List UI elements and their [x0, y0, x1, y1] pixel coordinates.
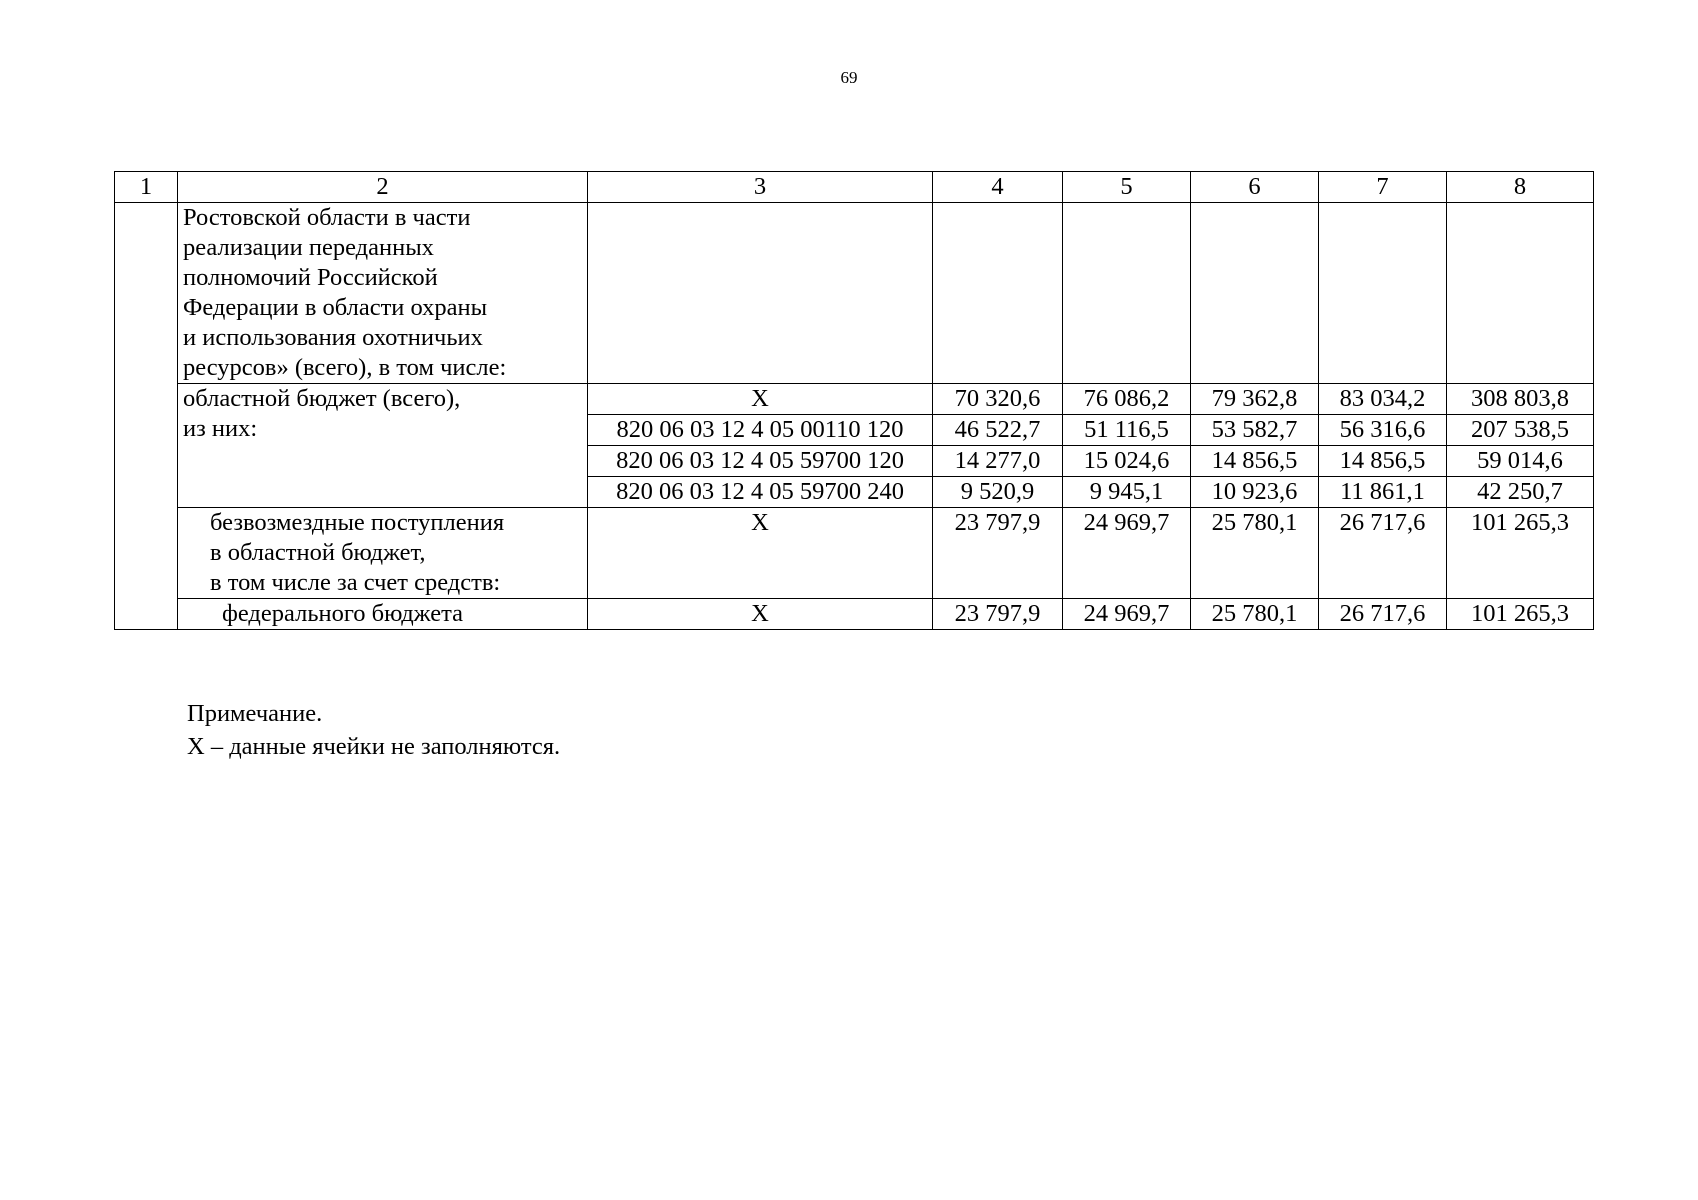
note-title: Примечание.	[187, 700, 323, 727]
empty-cell	[1319, 203, 1447, 384]
amount-cell: 25 780,1	[1191, 508, 1319, 599]
column-number: 2	[178, 172, 588, 203]
amount-cell: 14 277,0	[933, 446, 1063, 477]
amount-cell: 26 717,6	[1319, 599, 1447, 630]
empty-cell	[588, 203, 933, 384]
description-line: безвозмездные поступления	[210, 509, 505, 536]
amount-cell: 101 265,3	[1447, 599, 1594, 630]
description-line: в областной бюджет,	[210, 539, 426, 566]
intro-row	[115, 203, 1594, 384]
description-line: полномочий Российской	[183, 264, 438, 291]
column-number: 3	[588, 172, 933, 203]
amount-cell: 26 717,6	[1319, 508, 1447, 599]
column-number: 5	[1063, 172, 1191, 203]
column-number-row	[115, 172, 1594, 203]
federal-budget-description: федерального бюджета	[178, 599, 588, 630]
description-line: реализации переданных	[183, 234, 434, 261]
note	[187, 697, 560, 763]
amount-cell: 308 803,8	[1447, 384, 1594, 415]
empty-cell	[1191, 203, 1319, 384]
empty-cell	[933, 203, 1063, 384]
column-number: 4	[933, 172, 1063, 203]
not-filled-mark: Х	[588, 599, 933, 630]
column-number: 6	[1191, 172, 1319, 203]
amount-cell: 83 034,2	[1319, 384, 1447, 415]
empty-cell	[1063, 203, 1191, 384]
amount-cell: 9 520,9	[933, 477, 1063, 508]
regional-budget-row	[115, 384, 1594, 415]
gratuitous-receipts-row	[115, 508, 1594, 599]
amount-cell: 42 250,7	[1447, 477, 1594, 508]
gratuitous-receipts-description	[178, 508, 588, 599]
description-line: Ростовской области в части	[183, 204, 471, 231]
description-line: ресурсов» (всего), в том числе:	[183, 354, 507, 381]
description-line: в том числе за счет средств:	[210, 569, 501, 596]
description-line: Федерации в области охраны	[183, 294, 488, 321]
amount-cell: 11 861,1	[1319, 477, 1447, 508]
description-line: областной бюджет (всего),	[183, 385, 461, 412]
empty-cell	[1447, 203, 1594, 384]
amount-cell: 207 538,5	[1447, 415, 1594, 446]
amount-cell: 59 014,6	[1447, 446, 1594, 477]
page-number: 69	[840, 68, 858, 87]
column-number: 1	[115, 172, 178, 203]
budget-code: 820 06 03 12 4 05 59700 120	[588, 446, 933, 477]
budget-table	[114, 171, 1594, 630]
not-filled-mark: Х	[588, 384, 933, 415]
column-number: 8	[1447, 172, 1594, 203]
amount-cell: 24 969,7	[1063, 508, 1191, 599]
amount-cell: 25 780,1	[1191, 599, 1319, 630]
amount-cell: 14 856,5	[1191, 446, 1319, 477]
amount-cell: 14 856,5	[1319, 446, 1447, 477]
intro-description	[178, 203, 588, 384]
amount-cell: 10 923,6	[1191, 477, 1319, 508]
federal-budget-row	[115, 599, 1594, 630]
column-number: 7	[1319, 172, 1447, 203]
amount-cell: 23 797,9	[933, 599, 1063, 630]
amount-cell: 76 086,2	[1063, 384, 1191, 415]
row-number-cell	[115, 203, 178, 630]
note-text: Х – данные ячейки не заполняются.	[187, 733, 561, 760]
description-line: и использования охотничьих	[183, 324, 483, 351]
regional-budget-description	[178, 384, 588, 508]
amount-cell: 56 316,6	[1319, 415, 1447, 446]
description-line: из них:	[183, 415, 258, 442]
amount-cell: 101 265,3	[1447, 508, 1594, 599]
amount-cell: 70 320,6	[933, 384, 1063, 415]
not-filled-mark: Х	[588, 508, 933, 599]
amount-cell: 79 362,8	[1191, 384, 1319, 415]
budget-code: 820 06 03 12 4 05 00110 120	[588, 415, 933, 446]
budget-code: 820 06 03 12 4 05 59700 240	[588, 477, 933, 508]
amount-cell: 9 945,1	[1063, 477, 1191, 508]
amount-cell: 46 522,7	[933, 415, 1063, 446]
amount-cell: 23 797,9	[933, 508, 1063, 599]
amount-cell: 15 024,6	[1063, 446, 1191, 477]
amount-cell: 51 116,5	[1063, 415, 1191, 446]
amount-cell: 53 582,7	[1191, 415, 1319, 446]
amount-cell: 24 969,7	[1063, 599, 1191, 630]
